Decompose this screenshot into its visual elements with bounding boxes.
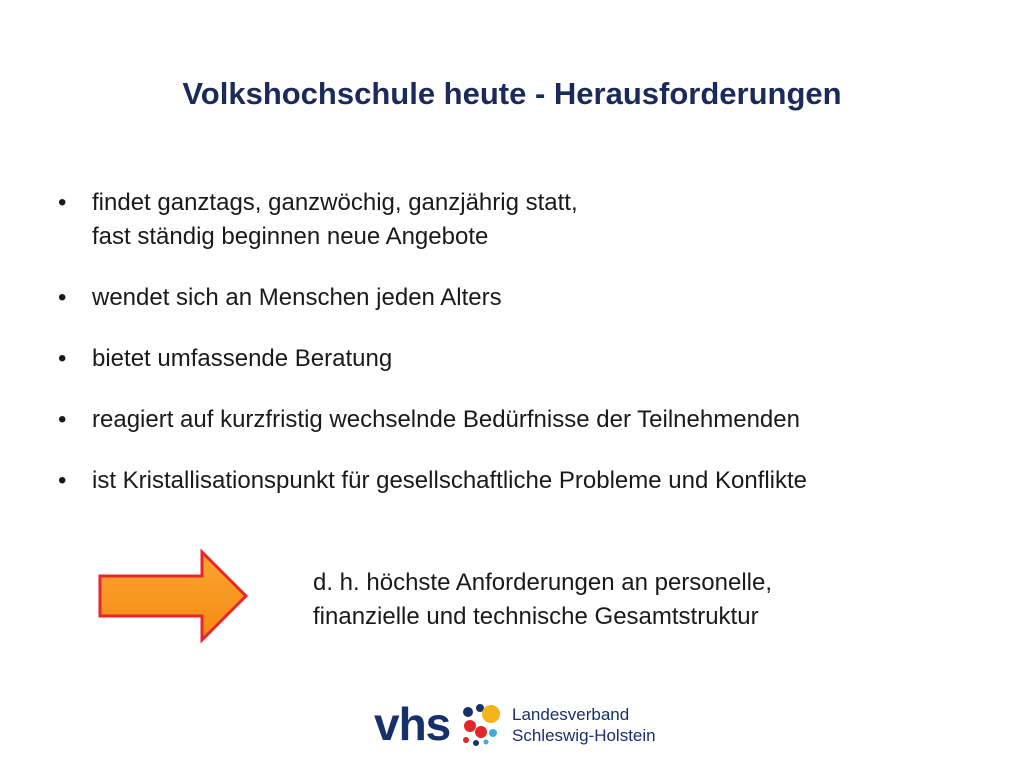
bullet-item: [58, 342, 998, 376]
conclusion-text: [313, 566, 772, 634]
bullet-text: reagiert auf kurzfristig wechselnde Bedürfnisse der Teilnehmenden: [92, 406, 800, 433]
logo-dots-icon: [460, 702, 508, 750]
bullet-item: [58, 281, 998, 315]
bullet-item: [58, 464, 998, 498]
conclusion-line-1: d. h. höchste Anforderungen an personelle,: [313, 569, 772, 596]
bullet-item: [58, 186, 998, 254]
logo-wordmark: vhs: [374, 698, 451, 750]
bullet-text: bietet umfassende Beratung: [92, 345, 393, 372]
right-arrow-icon: [96, 548, 252, 644]
bullet-marker: •: [58, 467, 67, 494]
logo-line-2: Schleswig-Holstein: [512, 726, 656, 745]
bullet-text: wendet sich an Menschen jeden Alters: [92, 284, 502, 311]
vhs-logo: [374, 698, 674, 754]
slide-title: Volkshochschule heute - Herausforderungen: [182, 76, 842, 111]
bullet-text: ist Kristallisationspunkt für gesellschaftliche Probleme und Konflikte: [92, 467, 808, 494]
bullet-text-continued: fast ständig beginnen neue Angebote: [92, 223, 489, 250]
bullet-marker: •: [58, 284, 67, 311]
bullet-marker: •: [58, 189, 67, 216]
conclusion-line-2: finanzielle und technische Gesamtstruktur: [313, 603, 759, 630]
bullet-marker: •: [58, 345, 67, 372]
logo-text: [512, 704, 656, 746]
bullet-text: findet ganztags, ganzwöchig, ganzjährig statt,: [92, 189, 578, 216]
bullet-marker: •: [58, 406, 67, 433]
bullet-list: [58, 186, 998, 498]
bullet-item: [58, 403, 998, 437]
logo-line-1: Landesverband: [512, 705, 630, 724]
